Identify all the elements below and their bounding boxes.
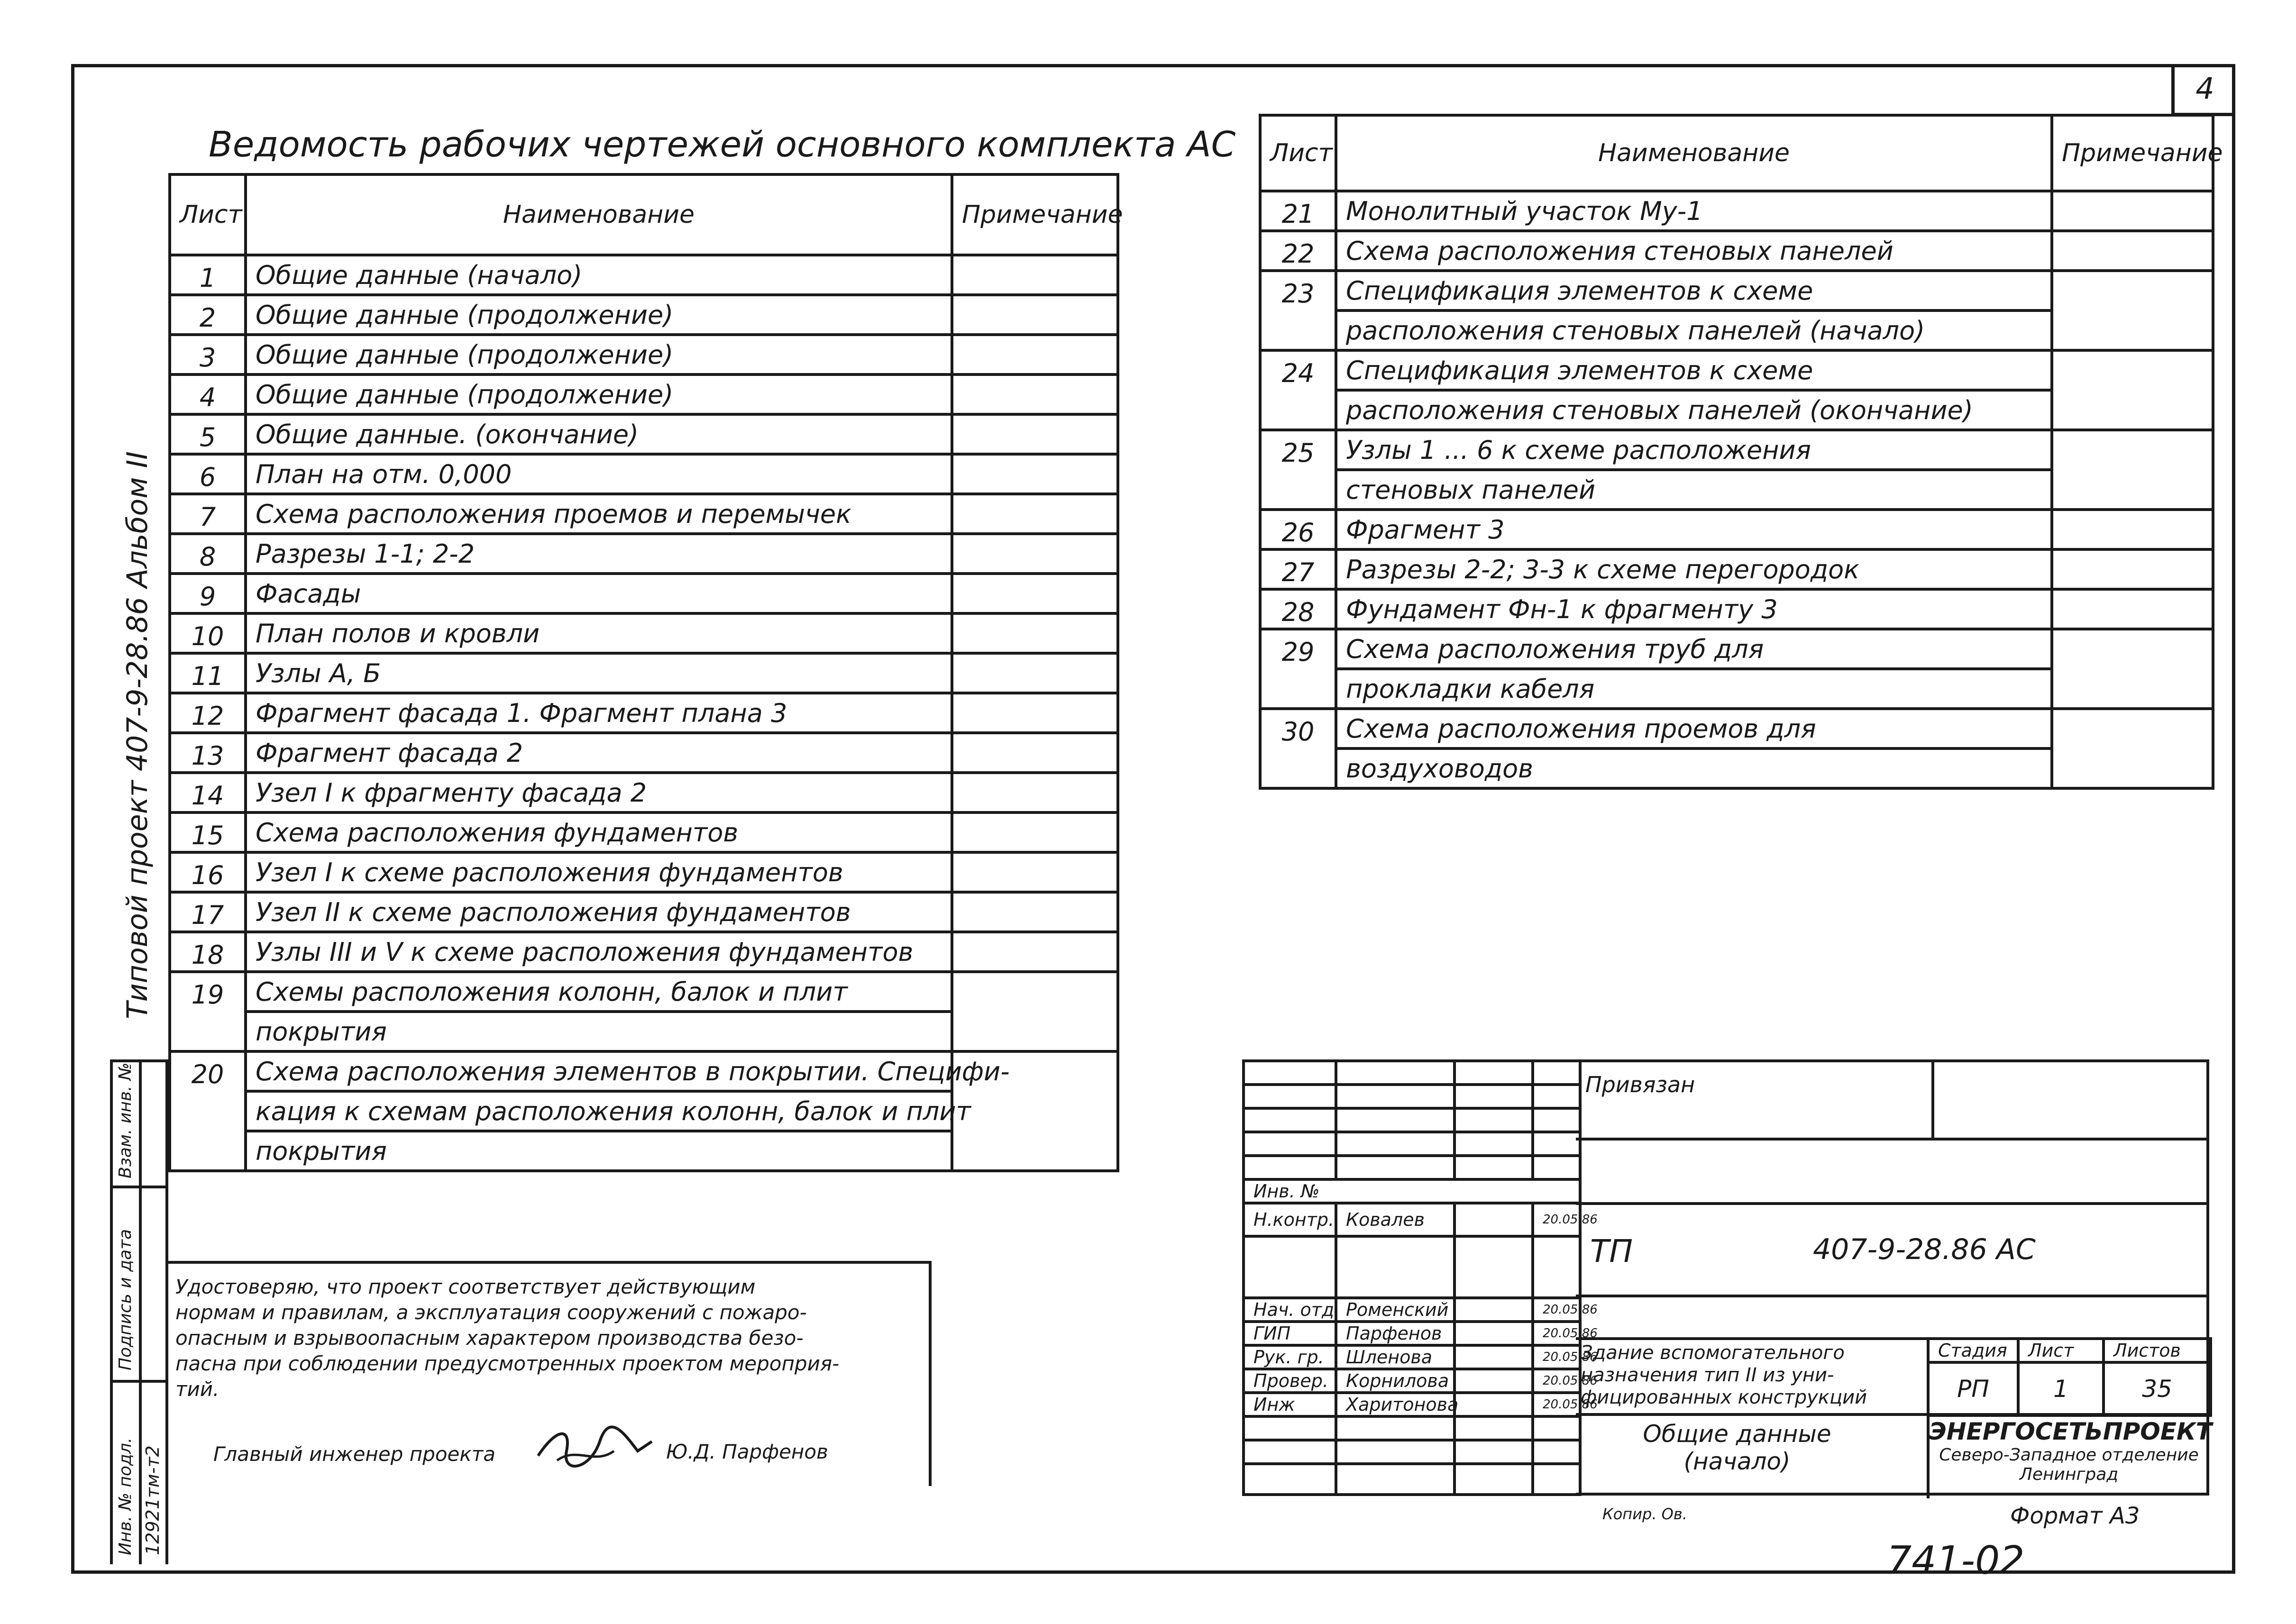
- footer-format: Формат А3: [2010, 1503, 2140, 1529]
- table-row: [170, 852, 1118, 892]
- stamp-right: [1576, 1059, 2212, 1496]
- sheet-number: 4: [170, 374, 246, 414]
- sheet-name: Фрагмент фасада 2: [246, 733, 952, 773]
- left-sheet-table: [168, 173, 1123, 1172]
- stamp-name: Шленова: [1336, 1345, 1454, 1369]
- sheet-number: 16: [170, 852, 246, 892]
- sheet-note: [2052, 430, 2213, 510]
- stamp-code: 407-9-28.86 АС: [1813, 1233, 2036, 1266]
- sheet-note: [952, 972, 1118, 1051]
- table-row: [1260, 271, 2213, 310]
- sheet-note: [952, 812, 1118, 852]
- col-header-note: Примечание: [952, 174, 1118, 255]
- sheet-name: Схема расположения проемов и перемычек: [246, 494, 952, 534]
- org-sub: Ленинград: [2019, 1465, 2119, 1484]
- stamp-building-line: назначения тип II из уни-: [1581, 1364, 1834, 1386]
- sheet-name: Схема расположения стеновых панелей: [1336, 231, 2052, 271]
- stamp-date: 20.05.86: [1533, 1393, 1580, 1416]
- table-row: [170, 374, 1118, 414]
- stamp-inv-no: Инв. №: [1244, 1179, 1580, 1203]
- side-sign-label: Подпись и дата: [116, 1229, 135, 1370]
- sheet-name: План полов и кровли: [246, 613, 952, 653]
- sheet-note: [2052, 350, 2213, 430]
- footer-mark: 741-02: [1887, 1538, 2025, 1583]
- stamp-role: Рук. гр.: [1244, 1345, 1336, 1369]
- sheet-name: воздуховодов: [1336, 748, 2052, 788]
- doc-title-line: Общие данные: [1643, 1420, 1831, 1448]
- sheet-name: Разрезы 1-1; 2-2: [246, 534, 952, 574]
- sheet-note: [2052, 191, 2213, 231]
- sheet-number: 13: [170, 733, 246, 773]
- sheet-name: расположения стеновых панелей (окончание): [1336, 390, 2052, 430]
- sheet-name: Общие данные (начало): [246, 255, 952, 295]
- sheet-note: [952, 295, 1118, 335]
- side-inv-label: Взам. инв. №: [116, 1062, 135, 1178]
- table-row: [170, 574, 1118, 613]
- stamp-date: 20.05.86: [1533, 1345, 1580, 1369]
- certify-line: пасна при соблюдении предусмотренных проектом мероприя-: [175, 1352, 840, 1375]
- certify-line: Удостоверяю, что проект соответствует действующим: [175, 1275, 756, 1298]
- sheet-note: [2052, 510, 2213, 549]
- sheet-number: 30: [1260, 709, 1336, 788]
- sheet-number: 23: [1260, 271, 1336, 350]
- sheet-number: 1: [170, 255, 246, 295]
- sheet-number: 6: [170, 454, 246, 494]
- table-row: [170, 773, 1118, 812]
- signature-image: [529, 1423, 661, 1475]
- right-sheet-table: [1259, 114, 2223, 790]
- sheet-name: кация к схемам расположения колонн, балок и плит: [246, 1091, 952, 1131]
- sheet-note: [952, 773, 1118, 812]
- sheet-name: Общие данные (продолжение): [246, 295, 952, 335]
- sheet-note: [952, 374, 1118, 414]
- stamp-date: 20.05.86: [1533, 1322, 1580, 1345]
- sheet-number: 18: [170, 932, 246, 972]
- sheet-name: План на отм. 0,000: [246, 454, 952, 494]
- stamp-privyazan: Привязан: [1585, 1072, 1695, 1097]
- stamp-signature: [1454, 1298, 1533, 1322]
- sheet-name: Узел I к фрагменту фасада 2: [246, 773, 952, 812]
- sheet-note: [952, 414, 1118, 454]
- col-header-name: Наименование: [246, 174, 952, 255]
- stamp-date: 20.05.86: [1533, 1369, 1580, 1393]
- sheet-name: Схема расположения элементов в покрытии. Специфи-: [246, 1051, 952, 1091]
- sheet-note: [952, 454, 1118, 494]
- footer-kopir: Копир. Ов.: [1602, 1505, 1687, 1523]
- table-row: [1260, 510, 2213, 549]
- sheet-number: 5: [170, 414, 246, 454]
- table-row: [170, 335, 1118, 374]
- table-row: [170, 613, 1118, 653]
- sheet-note: [952, 335, 1118, 374]
- table-row: [170, 653, 1118, 693]
- sheet-name: Схема расположения труб для: [1336, 629, 2052, 669]
- stamp-name: Роменский: [1336, 1298, 1454, 1322]
- sheet-number: 29: [1260, 629, 1336, 709]
- doc-title-line: (начало): [1683, 1448, 1791, 1475]
- stamp-signature: [1454, 1345, 1533, 1369]
- sheet-number: 19: [170, 972, 246, 1051]
- page-number: 4: [2171, 64, 2235, 116]
- sheet-number: 21: [1260, 191, 1336, 231]
- sheet-note: [952, 613, 1118, 653]
- stamp-role: ГИП: [1244, 1322, 1336, 1345]
- table-row: [1260, 231, 2213, 271]
- table-row: [1260, 709, 2213, 748]
- org-name: ЭНЕРГОСЕТЬПРОЕКТ: [1929, 1418, 2212, 1445]
- sheet-name: Узлы 1 ... 6 к схеме расположения: [1336, 430, 2052, 470]
- sheet-note: [952, 693, 1118, 733]
- table-row: [170, 932, 1118, 972]
- sheet-note: [2052, 629, 2213, 709]
- sheet-name: покрытия: [246, 1012, 952, 1051]
- stamp-stage-table: [1927, 1337, 2212, 1417]
- sheet-name: Фасады: [246, 574, 952, 613]
- col-header-sheet: Лист: [1260, 115, 1336, 191]
- sheet-number: 27: [1260, 549, 1336, 589]
- sheet-number: 11: [170, 653, 246, 693]
- stamp-name: Парфенов: [1336, 1322, 1454, 1345]
- sheet-number: 28: [1260, 589, 1336, 629]
- sheet-note: [952, 733, 1118, 773]
- sheet-name: Разрезы 2-2; 3-3 к схеме перегородок: [1336, 549, 2052, 589]
- stamp-building: [1581, 1342, 1867, 1409]
- stamp-signature: [1454, 1393, 1533, 1416]
- project-side-label: Типовой проект 407-9-28.86 Альбом II: [121, 451, 154, 1019]
- sheet-number: 8: [170, 534, 246, 574]
- table-row: [170, 693, 1118, 733]
- sheet-note: [952, 494, 1118, 534]
- stamp-signature: [1454, 1322, 1533, 1345]
- table-row: [1260, 629, 2213, 669]
- sheet-note: [2052, 589, 2213, 629]
- sheet-note: [952, 653, 1118, 693]
- title-block: [1242, 1059, 2212, 1496]
- stamp-building-line: Здание вспомогательного: [1581, 1342, 1845, 1364]
- sheet-name: покрытия: [246, 1131, 952, 1171]
- table-row: [1260, 191, 2213, 231]
- table-row: [170, 255, 1118, 295]
- certification-block: [168, 1261, 932, 1486]
- sheet-note: [952, 852, 1118, 892]
- chief-engineer-name: Ю.Д. Парфенов: [666, 1440, 828, 1463]
- chief-engineer-label: Главный инженер проекта: [213, 1442, 495, 1466]
- stage-value: РП: [1928, 1362, 2018, 1415]
- sheet-name: Фрагмент фасада 1. Фрагмент плана 3: [246, 693, 952, 733]
- col-header-sheet: Лист: [170, 174, 246, 255]
- sheet-label: Лист: [2018, 1339, 2104, 1362]
- stamp-role: Инж: [1244, 1393, 1336, 1416]
- sheet-number: 15: [170, 812, 246, 852]
- sheet-name: Общие данные (продолжение): [246, 374, 952, 414]
- sheet-note: [952, 892, 1118, 932]
- table-row: [170, 733, 1118, 773]
- stamp-role: Н.контр.: [1244, 1203, 1336, 1236]
- stamp-name: Корнилова: [1336, 1369, 1454, 1393]
- sheet-name: Схема расположения проемов для: [1336, 709, 2052, 748]
- sheet-number: 24: [1260, 350, 1336, 430]
- sheet-name: Спецификация элементов к схеме: [1336, 271, 2052, 310]
- side-inv-orig-label: Инв. № подл.: [116, 1437, 135, 1555]
- stamp-name: Харитонова: [1336, 1393, 1454, 1416]
- stamp-date: 20.05.86: [1533, 1298, 1580, 1322]
- stamp-signature: [1454, 1203, 1533, 1236]
- sheet-value: 1: [2018, 1362, 2104, 1415]
- table-row: [1260, 430, 2213, 470]
- sheets-label: Листов: [2104, 1339, 2211, 1362]
- side-stamp-strip: [110, 1059, 168, 1564]
- sheet-list-title: Ведомость рабочих чертежей основного комплекта АС: [209, 124, 1236, 165]
- stamp-signature: [1454, 1369, 1533, 1393]
- sheet-name: прокладки кабеля: [1336, 669, 2052, 709]
- table-row: [170, 1051, 1118, 1091]
- sheets-value: 35: [2104, 1362, 2211, 1415]
- table-row: [1260, 350, 2213, 390]
- sheet-number: 17: [170, 892, 246, 932]
- table-row: [170, 534, 1118, 574]
- sheet-name: расположения стеновых панелей (начало): [1336, 310, 2052, 350]
- sheet-note: [2052, 549, 2213, 589]
- sheet-name: Монолитный участок Му-1: [1336, 191, 2052, 231]
- table-row: [1260, 549, 2213, 589]
- table-row: [1260, 589, 2213, 629]
- table-row: [170, 414, 1118, 454]
- sheet-number: 10: [170, 613, 246, 653]
- sheet-name: Общие данные. (окончание): [246, 414, 952, 454]
- stamp-doc-title: [1604, 1420, 1870, 1475]
- sheet-note: [952, 574, 1118, 613]
- sheet-name: Узел II к схеме расположения фундаментов: [246, 892, 952, 932]
- sheet-number: 25: [1260, 430, 1336, 510]
- sheet-name: Узел I к схеме расположения фундаментов: [246, 852, 952, 892]
- side-inv-orig-value: 12921тм-т2: [142, 1445, 163, 1555]
- sheet-name: Фрагмент 3: [1336, 510, 2052, 549]
- sheet-number: 14: [170, 773, 246, 812]
- table-row: [170, 454, 1118, 494]
- table-row: [170, 812, 1118, 852]
- table-row: [170, 295, 1118, 335]
- sheet-name: Узлы А, Б: [246, 653, 952, 693]
- sheet-number: 20: [170, 1051, 246, 1171]
- sheet-name: Спецификация элементов к схеме: [1336, 350, 2052, 390]
- stamp-tp: ТП: [1590, 1233, 1633, 1269]
- sheet-number: 3: [170, 335, 246, 374]
- sheet-note: [2052, 271, 2213, 350]
- table-row: [170, 972, 1118, 1012]
- sheet-note: [952, 255, 1118, 295]
- sheet-name: Схемы расположения колонн, балок и плит: [246, 972, 952, 1012]
- sheet-number: 22: [1260, 231, 1336, 271]
- stamp-building-line: фицированных конструкций: [1581, 1387, 1867, 1408]
- stage-label: Стадия: [1928, 1339, 2018, 1362]
- stamp-name: Ковалев: [1336, 1203, 1454, 1236]
- sheet-name: стеновых панелей: [1336, 470, 2052, 510]
- sheet-name: Схема расположения фундаментов: [246, 812, 952, 852]
- sheet-number: 2: [170, 295, 246, 335]
- sheet-name: Узлы III и V к схеме расположения фундаментов: [246, 932, 952, 972]
- sheet-name: Общие данные (продолжение): [246, 335, 952, 374]
- sheet-name: Фундамент Фн-1 к фрагменту 3: [1336, 589, 2052, 629]
- certify-line: нормам и правилам, а эксплуатация сооружений с пожаро-: [175, 1301, 807, 1324]
- stamp-org: [1929, 1418, 2212, 1484]
- stamp-role: Провер.: [1244, 1369, 1336, 1393]
- stamp-signatures: [1242, 1059, 1598, 1496]
- certify-line: тий.: [175, 1378, 220, 1401]
- sheet-note: [2052, 709, 2213, 788]
- sheet-note: [952, 534, 1118, 574]
- certify-line: опасным и взрывоопасным характером производства безо-: [175, 1326, 804, 1350]
- sheet-number: 9: [170, 574, 246, 613]
- table-row: [170, 494, 1118, 534]
- sheet-number: 7: [170, 494, 246, 534]
- col-header-note: Примечание: [2052, 115, 2213, 191]
- sheet-number: 26: [1260, 510, 1336, 549]
- stamp-role: Нач. отд.: [1244, 1298, 1336, 1322]
- stamp-date: 20.05.86: [1533, 1203, 1580, 1236]
- col-header-name: Наименование: [1336, 115, 2052, 191]
- org-sub: Северо-Западное отделение: [1939, 1445, 2199, 1465]
- sheet-note: [2052, 231, 2213, 271]
- table-row: [170, 892, 1118, 932]
- sheet-number: 12: [170, 693, 246, 733]
- sheet-note: [952, 932, 1118, 972]
